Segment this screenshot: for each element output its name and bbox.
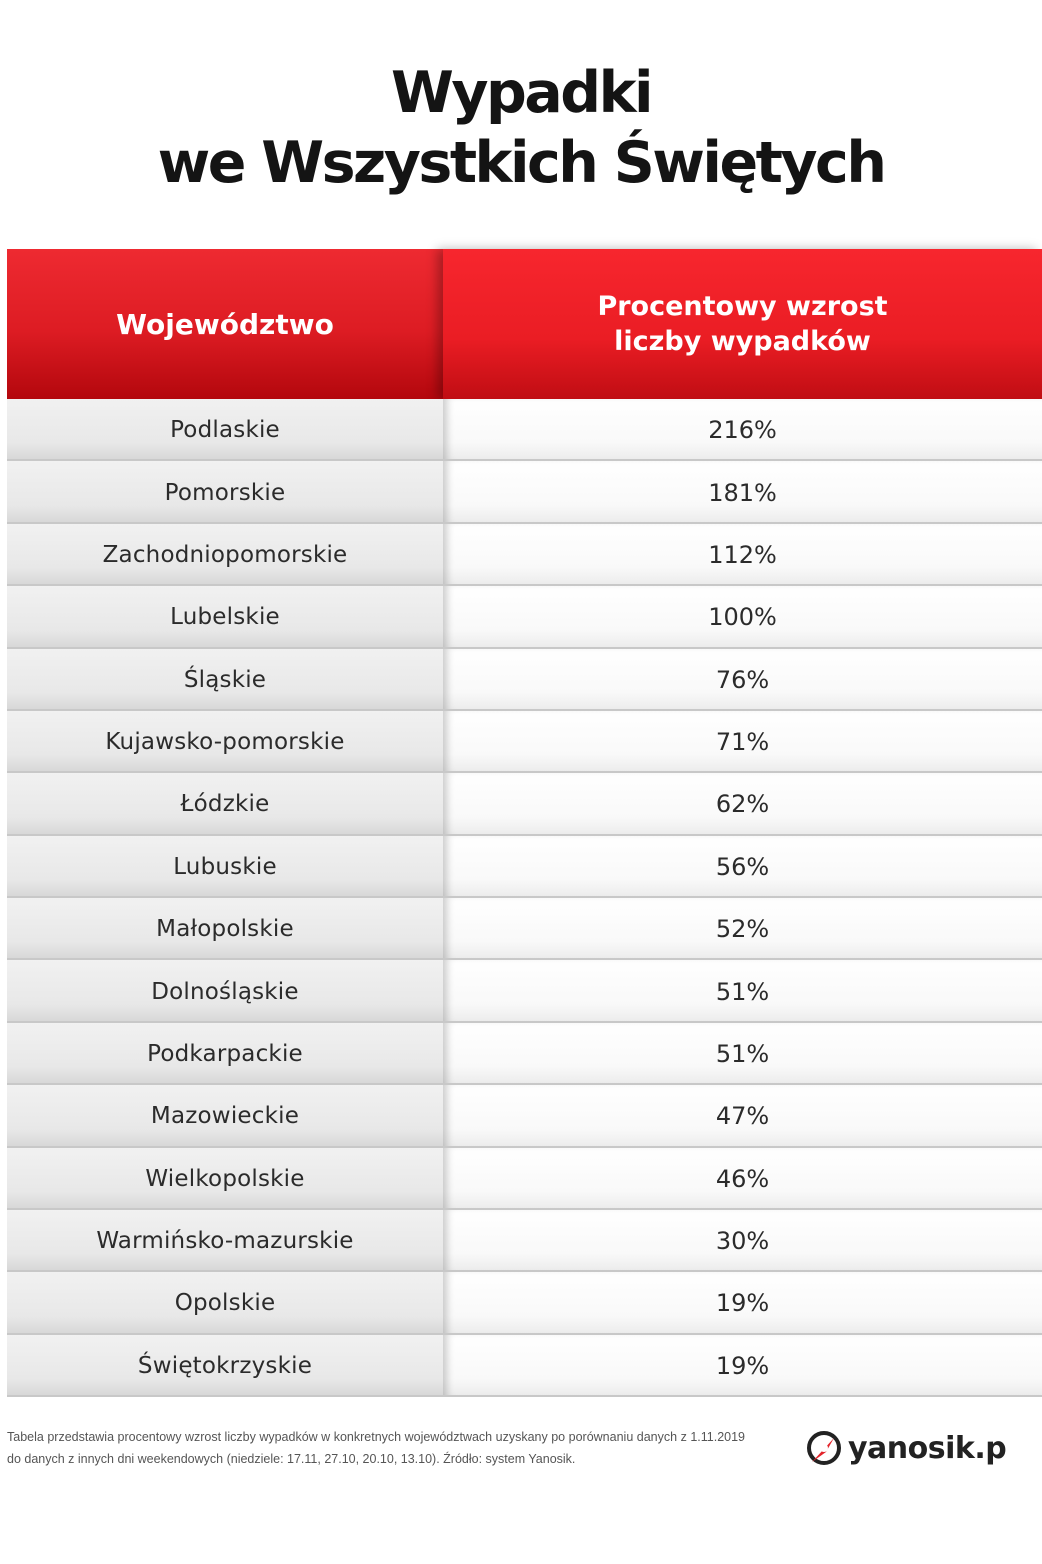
increase-value-cell: 181%: [443, 461, 1042, 523]
table-row: [7, 461, 1042, 523]
increase-value-cell: 71%: [443, 711, 1042, 773]
table-row: [7, 1335, 1042, 1397]
table-row: [7, 1210, 1042, 1272]
table-row: [7, 586, 1042, 648]
increase-value-cell: 51%: [443, 960, 1042, 1022]
region-cell: Warmińsko-mazurskie: [7, 1210, 443, 1272]
region-cell: Wielkopolskie: [7, 1148, 443, 1210]
table-row: [7, 649, 1042, 711]
increase-value-cell: 76%: [443, 649, 1042, 711]
table-body: [7, 399, 1042, 1397]
logo-text: yanosik.p: [848, 1430, 1007, 1466]
table-header: [7, 249, 1042, 399]
increase-value-cell: 52%: [443, 898, 1042, 960]
header-increase-line-1: Procentowy wzrost: [597, 291, 888, 322]
table-row: [7, 898, 1042, 960]
increase-value-cell: 56%: [443, 836, 1042, 898]
increase-value-cell: 30%: [443, 1210, 1042, 1272]
header-region: Województwo: [116, 307, 334, 341]
increase-value-cell: 46%: [443, 1148, 1042, 1210]
title-line-2: we Wszystkich Świętych: [157, 130, 885, 196]
region-cell: Łódzkie: [7, 773, 443, 835]
table-row: [7, 1023, 1042, 1085]
increase-value-cell: 100%: [443, 586, 1042, 648]
region-cell: Świętokrzyskie: [7, 1335, 443, 1397]
yanosik-logo: [804, 1428, 1006, 1468]
table-row: [7, 1085, 1042, 1147]
region-cell: Podlaskie: [7, 399, 443, 461]
table-row: [7, 960, 1042, 1022]
increase-value-cell: 62%: [443, 773, 1042, 835]
region-cell: Mazowieckie: [7, 1085, 443, 1147]
increase-value-cell: 19%: [443, 1272, 1042, 1334]
region-cell: Opolskie: [7, 1272, 443, 1334]
header-increase: [443, 249, 1042, 399]
yanosik-logo-icon: [804, 1428, 844, 1468]
title-line-1: Wypadki: [390, 60, 652, 126]
header-increase-line-2: liczby wypadków: [614, 326, 871, 357]
region-cell: Lubuskie: [7, 836, 443, 898]
region-cell: Kujawsko-pomorskie: [7, 711, 443, 773]
increase-value-cell: 216%: [443, 399, 1042, 461]
region-cell: Dolnośląskie: [7, 960, 443, 1022]
region-cell: Lubelskie: [7, 586, 443, 648]
increase-value-cell: 51%: [443, 1023, 1042, 1085]
table-row: [7, 1148, 1042, 1210]
table-row: [7, 399, 1042, 461]
increase-value-cell: 47%: [443, 1085, 1042, 1147]
region-cell: Śląskie: [7, 649, 443, 711]
increase-value-cell: 19%: [443, 1335, 1042, 1397]
chart-title: [0, 58, 1042, 198]
region-cell: Pomorskie: [7, 461, 443, 523]
table-row: [7, 1272, 1042, 1334]
table-row: [7, 524, 1042, 586]
table-row: [7, 773, 1042, 835]
increase-value-cell: 112%: [443, 524, 1042, 586]
region-cell: Podkarpackie: [7, 1023, 443, 1085]
table-row: [7, 836, 1042, 898]
table-row: [7, 711, 1042, 773]
footnote: Tabela przedstawia procentowy wzrost liczby wypadków w konkretnych województwach uzyskany po porównaniu danych z 1.11.2019 do danych z innych dni weekendowych (niedziele: 17.11, 27.10, 20.10, 13.10). Źródło: system Yanosik.: [7, 1430, 745, 1466]
accidents-table: [7, 249, 1042, 1397]
region-cell: Zachodniopomorskie: [7, 524, 443, 586]
region-cell: Małopolskie: [7, 898, 443, 960]
